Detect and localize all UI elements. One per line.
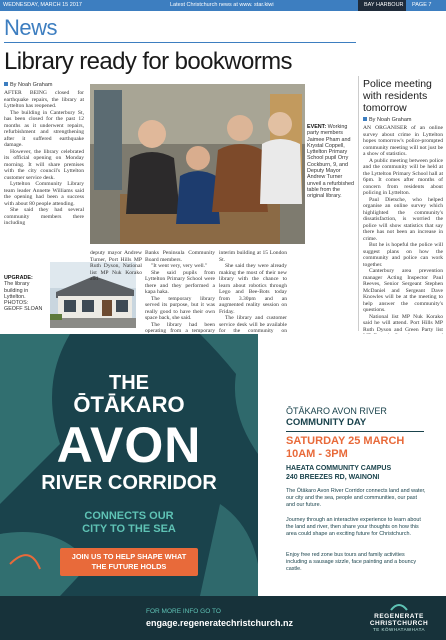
building-photo-caption: UPGRADE: The library building in Lyttelton. PHOTOS: GEOFF SLOAN — [4, 275, 43, 313]
ad-left-panel — [0, 334, 258, 640]
ad-right-title-1: ŌTĀKARO AVON RIVER — [286, 406, 387, 416]
ad-otakaro: ŌTĀKARO — [73, 392, 185, 417]
ad-footer — [0, 596, 446, 640]
section-title: News — [4, 15, 58, 40]
ad-right-title-2: COMMUNITY DAY — [286, 417, 367, 428]
ad-the: THE — [109, 372, 149, 394]
ad-join-text: JOIN US TO HELP SHAPE WHAT THE FUTURE HOLDS — [71, 552, 187, 571]
main-headline: Library ready for bookworms — [4, 48, 292, 75]
section-rule — [4, 42, 356, 43]
website-banner[interactable]: Latest Christchurch news at www. star.kiwi — [170, 2, 274, 8]
ad-body-3: Enjoy free red zone bus tours and family activities including a sausage sizzle, face painting and a bouncy castle. — [286, 552, 417, 572]
sidebar-divider — [358, 76, 359, 331]
ad-venue-1: HAEATA COMMUNITY CAMPUS — [286, 465, 392, 472]
ad-more-info-label: FOR MORE INFO GO TO — [146, 608, 221, 615]
main-column-3: Banks Peninsula Community Board members. "It went very, very well." She said pupils from Lyttelton Primary School were there and they performed a kapa haka. The temporary library served its purpose, but it was really good to have their own space back, she said. The library had been operating from a temporary — [145, 250, 215, 334]
main-byline: By Noah Graham — [4, 82, 53, 88]
ad-river-corridor: RIVER CORRIDOR — [41, 472, 217, 494]
side-headline: Police meeting with residents tomorrow — [363, 78, 432, 114]
side-byline: By Noah Graham — [363, 117, 412, 123]
ad-body-1: The Ōtākaro Avon River Corridor connects land and water, our city and the sea, people and communities, our past and our future. — [286, 488, 426, 508]
ad-right-rule — [286, 431, 424, 432]
issue-date: WEDNESDAY, MARCH 15 2017 — [3, 2, 82, 8]
side-column: AN ORGANISER of an online survey about crime in Lyttelton hopes tomorrow's police-prompted community meeting will not just be a show of statistics. A public meeting between police and the community will be held at the Lyttelton Primary School hall at 6pm. It comes after months of concern from residents about policing in Lyttelton. Paul Dietsche, who helped organise an online survey which highlighted the community's dissatisfaction, is worried the police will show statistics that say there has not been an increase in crime. But he is hopeful the police will suggest plans on how the community and police can work together. Canterbury area prevention manager Acting Inspector Paul Reeves, Senior Sergeant Stephen McDaniel and Sergeant Dave Knowles will be at the meeting to help answer the community's questions. National list MP Nuk Korako said he will attend. Port Hills MP Ruth Dyson and Green Party list — [363, 125, 444, 333]
ad-connects: CONNECTS OUR CITY TO THE SEA — [82, 510, 176, 535]
byline-marker-icon — [363, 117, 367, 121]
main-column-4: interim building at 15 London St. She said they were already making the most of their new library with the chance to learn about robotics through Lego and Bee-Bots today from 3.30pm and an augmented reality session on Friday. The library and customer service desk will be available for the community on — [219, 250, 287, 334]
regenerate-christchurch-ad[interactable] — [0, 334, 446, 640]
event-photo-caption: EVENT: Working party members Jaimee Pham and Krystal Coppell, Lyttelton Primary School pupil Orry Cockburn, 9, and Deputy Mayor Andrew Turner unveil a refurbished table from the original library. — [307, 124, 355, 200]
paper-name: BAY HARBOUR — [358, 0, 406, 11]
library-event-photo — [90, 84, 305, 244]
byline-marker-icon — [4, 82, 8, 86]
regenerate-logo-icon — [389, 602, 409, 612]
ad-join-banner — [60, 548, 198, 576]
ad-venue-2: 240 BREEZES RD, WAINONI — [286, 474, 380, 481]
ad-date: SATURDAY 25 MARCH — [286, 435, 405, 447]
top-bar — [0, 0, 446, 11]
regenerate-logo: REGENERATE CHRISTCHURCH TE KŌWHATAWHATA — [356, 602, 442, 632]
main-column-1: AFTER BEING closed for earthquake repairs, the library at Lyttelton has reopened. The building in Canterbury St, has been closed for the past 12 months as it underwent repairs, refurbishment and strengthening after it suffered earthquake damage. However, the library celebrated its official opening on Monday morning. It will share premises with the city council's Lyttelton customer service desk. Lyttelton Community Library team leader Annette Williams said the opening had been a success with about 80 people attending. She said they had several community members there including — [4, 90, 84, 226]
ad-right-panel — [258, 334, 446, 640]
page-number: PAGE 7 — [412, 2, 432, 8]
ad-more-info-url[interactable]: engage.regeneratechristchurch.nz — [146, 618, 294, 628]
ad-avon: AVON — [56, 417, 202, 473]
ad-time: 10AM - 3PM — [286, 448, 348, 460]
ad-body-2: Journey through an interactive experience to learn about the land and river, then share your thoughts on how this area could shape an exciting future for Christchurch. — [286, 517, 421, 537]
main-column-2: deputy mayor Andrew Turner, Port Hills MP Ruth Dyson, National list MP Nuk Korako and — [90, 250, 142, 282]
